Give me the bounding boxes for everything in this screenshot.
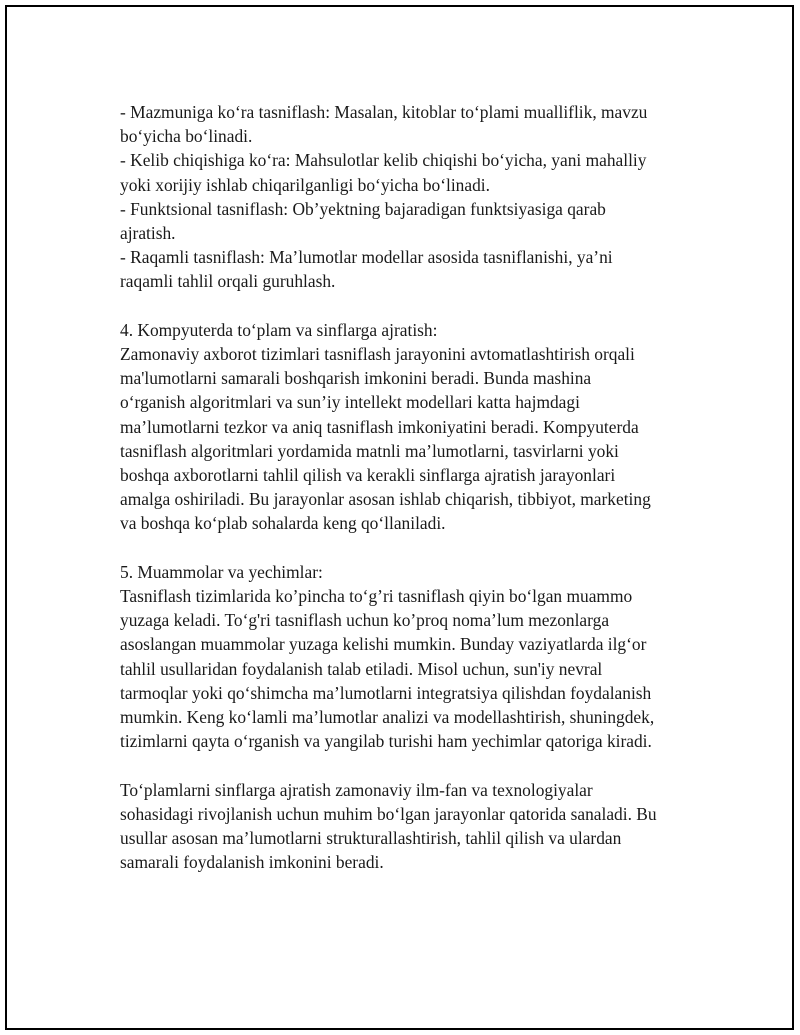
paragraph-line: va boshqa ko‘plab sohalarda keng qo‘llaniladi.: [120, 513, 446, 534]
list-item-line: bo‘yicha bo‘linadi.: [120, 126, 253, 147]
paragraph-line: Zamonaviy axborot tizimlari tasniflash jarayonini avtomatlashtirish orqali: [120, 344, 635, 365]
list-item-line: - Kelib chiqishiga ko‘ra: Mahsulotlar kelib chiqishi bo‘yicha, yani mahalliy: [120, 150, 647, 171]
paragraph-line: tizimlarni qayta o‘rganish va yangilab turishi ham yechimlar qatoriga kiradi.: [120, 731, 652, 752]
paragraph-line: sohasidagi rivojlanish uchun muhim bo‘lgan jarayonlar qatorida sanaladi. Bu: [120, 803, 657, 824]
paragraph-line: ma'lumotlarni samarali boshqarish imkonini beradi. Bunda mashina: [120, 368, 592, 389]
section-4: [120, 318, 700, 536]
list-item-line: - Funktsional tasniflash: Ob’yektning bajaradigan funktsiyasiga qarab: [120, 198, 606, 219]
section-5: [120, 560, 700, 754]
paragraph-line: Tasniflash tizimlarida ko’pincha to‘g’ri tasniflash qiyin bo‘lgan muammo: [120, 586, 633, 607]
paragraph-line: boshqa axborotlarni tahlil qilish va kerakli sinflarga ajratish jarayonlari: [120, 465, 616, 486]
section-heading: 4. Kompyuterda to‘plam va sinflarga ajratish:: [120, 319, 438, 340]
classification-list: [120, 100, 700, 294]
section-heading: 5. Muammolar va yechimlar:: [120, 561, 323, 582]
paragraph-line: tahlil usullaridan foydalanish talab etiladi. Misol uchun, sun'iy nevral: [120, 658, 603, 679]
paragraph-line: o‘rganish algoritmlari va sun’iy intellekt modellari katta hajmdagi: [120, 392, 580, 413]
list-item-line: ajratish.: [120, 223, 176, 244]
paragraph-spacer: [120, 294, 700, 318]
paragraph-line: tasniflash algoritmlari yordamida matnli ma’lumotlarni, tasvirlarni yoki: [120, 440, 619, 461]
paragraph-spacer: [120, 536, 700, 560]
paragraph-line: tarmoqlar yoki qo‘shimcha ma’lumotlarni integratsiya qilishdan foydalanish: [120, 682, 652, 703]
paragraph-line: ma’lumotlarni tezkor va aniq tasniflash imkoniyatini beradi. Kompyuterda: [120, 416, 639, 437]
conclusion-paragraph: [120, 778, 700, 875]
list-item-line: - Mazmuniga ko‘ra tasniflash: Masalan, kitoblar to‘plami mualliflik, mavzu: [120, 102, 648, 122]
page-border: [5, 5, 794, 1030]
paragraph-line: samarali foydalanish imkonini beradi.: [120, 852, 384, 873]
list-item-line: - Raqamli tasniflash: Ma’lumotlar modellar asosida tasniflanishi, ya’ni: [120, 247, 613, 268]
paragraph-line: amalga oshiriladi. Bu jarayonlar asosan ishlab chiqarish, tibbiyot, marketing: [120, 489, 651, 510]
list-item-line: raqamli tahlil orqali guruhlash.: [120, 271, 336, 292]
paragraph-line: usullar asosan ma’lumotlarni strukturallashtirish, tahlil qilish va ulardan: [120, 828, 622, 849]
paragraph-spacer: [120, 753, 700, 777]
paragraph-line: To‘plamlarni sinflarga ajratish zamonaviy ilm-fan va texnologiyalar: [120, 779, 593, 800]
paragraph-line: asoslangan muammolar yuzaga kelishi mumkin. Bunday vaziyatlarda ilg‘or: [120, 634, 647, 655]
paragraph-line: mumkin. Keng ko‘lamli ma’lumotlar analizi va modellashtirish, shuningdek,: [120, 707, 655, 728]
paragraph-line: yuzaga keladi. To‘g'ri tasniflash uchun ko’proq noma’lum mezonlarga: [120, 610, 610, 631]
list-item-line: yoki xorijiy ishlab chiqarilganligi bo‘yicha bo‘linadi.: [120, 174, 490, 195]
document-body: [120, 100, 700, 874]
